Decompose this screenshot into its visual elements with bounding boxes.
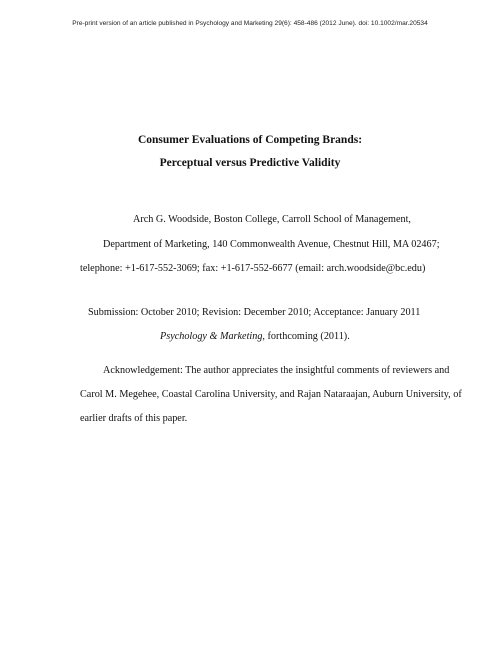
author-affiliation-line-2: Department of Marketing, 140 Commonwealth Avenue, Chestnut Hill, MA 02467;: [103, 239, 440, 250]
submission-dates: Submission: October 2010; Revision: December 2010; Acceptance: January 2011: [88, 307, 421, 318]
preprint-header-note: Pre-print version of an article published in Psychology and Marketing 29(6): 458-486 (2012 June). doi: 10.1002/mar.20534: [72, 20, 428, 27]
acknowledgement-line-3: earlier drafts of this paper.: [80, 413, 188, 424]
paper-title-line-2: Perceptual versus Predictive Validity: [159, 157, 341, 169]
acknowledgement-line-2: Carol M. Megehee, Coastal Carolina University, and Rajan Nataraajan, Auburn University, of: [80, 389, 462, 400]
acknowledgement-line-1: Acknowledgement: The author appreciates the insightful comments of reviewers and: [103, 365, 450, 376]
paper-title-line-1: Consumer Evaluations of Competing Brands:: [137, 134, 363, 146]
author-contact-line: telephone: +1-617-552-3069; fax: +1-617-552-6677 (email: arch.woodside@bc.edu): [80, 263, 426, 274]
publication-status: , forthcoming (2011).: [262, 331, 350, 342]
author-affiliation-line-1: Arch G. Woodside, Boston College, Carroll School of Management,: [133, 214, 411, 225]
journal-name: Psychology & Marketing: [160, 331, 263, 342]
journal-status: [160, 331, 350, 342]
